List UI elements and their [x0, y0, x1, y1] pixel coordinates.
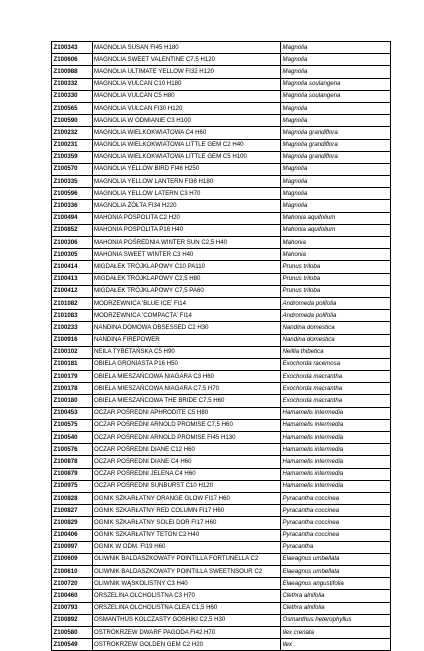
product-code-cell: Z100460: [52, 590, 93, 602]
latin-name-cell: Ilex crenata: [281, 627, 391, 639]
latin-name-cell: Elaeagnus umbellata: [281, 566, 391, 578]
product-name-cell: MAGNOLIA ULTIMATE YELLOW FI32 H120: [92, 66, 281, 78]
product-name-cell: OBIELA GRONIASTA P16 H50: [92, 358, 281, 370]
table-row: [52, 334, 391, 346]
product-name-cell: OCZAR POŚREDNI ARNOLD PROMISE FI45 H130: [92, 432, 281, 444]
latin-name-cell: Hamamelis intermedia: [281, 468, 391, 480]
product-code-cell: Z100606: [52, 54, 93, 66]
table-row: [52, 237, 391, 249]
product-code-cell: Z100852: [52, 224, 93, 236]
product-name-cell: MIGDAŁEK TRÓJKLAPOWY C7,5 PA60: [92, 285, 281, 297]
product-name-cell: OGNIK SZKARŁATNY TETON C2 H40: [92, 529, 281, 541]
product-code-cell: Z100233: [52, 322, 93, 334]
latin-name-cell: Mahonia: [281, 249, 391, 261]
table-row: [52, 432, 391, 444]
product-code-cell: Z100306: [52, 237, 93, 249]
product-name-cell: OBIELA MIESZAŃCOWA THE BRIDE C7,5 H60: [92, 395, 281, 407]
table-row: [52, 627, 391, 639]
product-code-cell: Z100892: [52, 614, 93, 626]
table-row: [52, 346, 391, 358]
product-code-cell: Z100609: [52, 553, 93, 565]
table-row: [52, 383, 391, 395]
product-name-cell: MAGNOLIA W ODMIANIE C3 H100: [92, 115, 281, 127]
table-row: [52, 115, 391, 127]
latin-name-cell: Hamamelis intermedia: [281, 480, 391, 492]
table-row: [52, 566, 391, 578]
product-name-cell: OCZAR POŚREDNI DIANE C4 H60: [92, 456, 281, 468]
latin-name-cell: Magnolia: [281, 188, 391, 200]
product-code-cell: Z100988: [52, 66, 93, 78]
table-row: [52, 66, 391, 78]
latin-name-cell: Hamamelis intermedia: [281, 407, 391, 419]
product-code-cell: Z100565: [52, 102, 93, 114]
latin-name-cell: Elaeagnus umbellata: [281, 553, 391, 565]
latin-name-cell: Neillia thibetica: [281, 346, 391, 358]
product-name-cell: ORSZELINA OLCHOLISTNA CLEA C1,5 H60: [92, 602, 281, 614]
latin-name-cell: Pyracantha: [281, 541, 391, 553]
product-code-cell: Z100916: [52, 334, 93, 346]
product-name-cell: MAGNOLIA WIELKOKWIATOWA C4 H60: [92, 127, 281, 139]
product-name-cell: MIGDAŁEK TRÓJKLAPOWY C2,5 H80: [92, 273, 281, 285]
product-code-cell: Z100181: [52, 358, 93, 370]
product-name-cell: MAGNOLIA SUSAN FI45 H180: [92, 42, 281, 54]
latin-name-cell: Ilex: [281, 639, 391, 651]
product-name-cell: OCZAR POŚREDNI SUNBURST C10 H120: [92, 480, 281, 492]
table-row: [52, 358, 391, 370]
product-code-cell: Z100305: [52, 249, 93, 261]
product-code-cell: Z100793: [52, 602, 93, 614]
product-name-cell: MAGNOLIA YELLOW LANTERN FI36 H180: [92, 176, 281, 188]
latin-name-cell: Pyracantha coccinea: [281, 517, 391, 529]
product-name-cell: OGNIK SZKARŁATNY ORANGE GLOW FI17 H60: [92, 492, 281, 504]
product-code-cell: Z100827: [52, 505, 93, 517]
latin-name-cell: Elaeagnus angustifolia: [281, 578, 391, 590]
latin-name-cell: Clethra alnifolia: [281, 590, 391, 602]
latin-name-cell: Osmanthus heterophyllus: [281, 614, 391, 626]
latin-name-cell: Prunus triloba: [281, 273, 391, 285]
product-name-cell: MAGNOLIA WIELKOKWIATOWA LITTLE GEM C2 H40: [92, 139, 281, 151]
product-name-cell: OSMANTHUS KOLCZASTY GOSHIKI C2,5 H30: [92, 614, 281, 626]
table-row: [52, 188, 391, 200]
latin-name-cell: Hamamelis intermedia: [281, 419, 391, 431]
product-code-cell: Z100453: [52, 407, 93, 419]
product-code-cell: Z100406: [52, 529, 93, 541]
latin-name-cell: Exochorda macrantha: [281, 395, 391, 407]
latin-name-cell: Nandina domestica: [281, 322, 391, 334]
table-row: [52, 139, 391, 151]
table-row: [52, 102, 391, 114]
table-row: [52, 176, 391, 188]
product-code-cell: Z100231: [52, 139, 93, 151]
product-name-cell: MAHONIA SWEET WINTER C3 H40: [92, 249, 281, 261]
latin-name-cell: Magnolia soulangena: [281, 78, 391, 90]
document-page: [51, 41, 391, 651]
product-code-cell: Z100180: [52, 395, 93, 407]
table-row: [52, 505, 391, 517]
latin-name-cell: Magnolia soulangena: [281, 90, 391, 102]
table-row: [52, 407, 391, 419]
product-code-cell: Z100879: [52, 468, 93, 480]
product-name-cell: ORSZELINA OLCHOLISTNA C3 H70: [92, 590, 281, 602]
product-code-cell: Z100343: [52, 42, 93, 54]
latin-name-cell: Magnolia: [281, 163, 391, 175]
table-row: [52, 529, 391, 541]
product-name-cell: OCZAR POŚREDNI DIANE C12 H60: [92, 444, 281, 456]
product-code-cell: Z100590: [52, 115, 93, 127]
table-row: [52, 614, 391, 626]
table-row: [52, 163, 391, 175]
product-code-cell: Z100102: [52, 346, 93, 358]
table-row: [52, 249, 391, 261]
product-name-cell: OSTROKRZEW DWARF PAGODA FI42 H70: [92, 627, 281, 639]
product-code-cell: Z100179: [52, 371, 93, 383]
product-code-cell: Z100412: [52, 285, 93, 297]
table-row: [52, 639, 391, 651]
product-name-cell: NEILA TYBETAŃSKA C5 H90: [92, 346, 281, 358]
product-code-cell: Z100178: [52, 383, 93, 395]
product-name-cell: OLIWNIK BALDASZKOWATY POINTILLA SWEETNSOUR C2: [92, 566, 281, 578]
latin-name-cell: Exochorda racemosa: [281, 358, 391, 370]
product-code-cell: Z100570: [52, 163, 93, 175]
table-row: [52, 90, 391, 102]
latin-name-cell: Hamamelis intermedia: [281, 456, 391, 468]
table-row: [52, 468, 391, 480]
product-code-cell: Z100975: [52, 480, 93, 492]
product-name-cell: MODRZEWNICA 'COMPACTA' FI14: [92, 310, 281, 322]
latin-name-cell: Hamamelis intermedia: [281, 432, 391, 444]
latin-name-cell: Magnolia: [281, 115, 391, 127]
product-name-cell: OCZAR POŚREDNI JELENA C4 H60: [92, 468, 281, 480]
plant-table-body: [52, 42, 391, 651]
product-name-cell: OGNIK SZKARŁATNY RED COLUMN FI17 H60: [92, 505, 281, 517]
product-code-cell: Z100610: [52, 566, 93, 578]
latin-name-cell: Prunus triloba: [281, 261, 391, 273]
table-row: [52, 285, 391, 297]
table-row: [52, 444, 391, 456]
table-row: [52, 322, 391, 334]
latin-name-cell: Magnolia grandiflora: [281, 151, 391, 163]
latin-name-cell: Hamamelis intermedia: [281, 444, 391, 456]
latin-name-cell: Mahonia: [281, 237, 391, 249]
table-row: [52, 480, 391, 492]
latin-name-cell: Magnolia: [281, 42, 391, 54]
table-row: [52, 273, 391, 285]
product-code-cell: Z100596: [52, 188, 93, 200]
latin-name-cell: Pyracantha coccinea: [281, 505, 391, 517]
product-code-cell: Z100359: [52, 151, 93, 163]
latin-name-cell: Magnolia: [281, 176, 391, 188]
latin-name-cell: Magnolia grandiflora: [281, 139, 391, 151]
latin-name-cell: Prunus triloba: [281, 285, 391, 297]
latin-name-cell: Nandina domestica: [281, 334, 391, 346]
product-code-cell: Z100829: [52, 517, 93, 529]
latin-name-cell: Andromeda polifolia: [281, 310, 391, 322]
product-name-cell: MAGNOLIA YELLOW LATERN C3 H70: [92, 188, 281, 200]
latin-name-cell: Exochorda macrantha: [281, 371, 391, 383]
table-row: [52, 602, 391, 614]
product-name-cell: OLIWNIK WĄSKOLISTNY C3 H40: [92, 578, 281, 590]
product-name-cell: OBIELA MIESZAŃCOWA NIAGARA C7,5 H70: [92, 383, 281, 395]
latin-name-cell: Magnolia: [281, 102, 391, 114]
product-name-cell: OCZAR POŚREDNI ARNOLD PROMISE C7,5 H60: [92, 419, 281, 431]
product-name-cell: NANDINA FIREPOWER: [92, 334, 281, 346]
product-code-cell: Z101082: [52, 297, 93, 309]
product-code-cell: Z100878: [52, 456, 93, 468]
product-code-cell: Z101083: [52, 310, 93, 322]
product-name-cell: MAGNOLIA WIELKOKWIATOWA LITTLE GEM C5 H100: [92, 151, 281, 163]
product-code-cell: Z100330: [52, 90, 93, 102]
product-code-cell: Z100997: [52, 541, 93, 553]
product-name-cell: OLIWNIK BALDASZKOWATY POINTILLA FORTUNELLA C2: [92, 553, 281, 565]
product-name-cell: MAHONIA POSPOLITA P16 H40: [92, 224, 281, 236]
table-row: [52, 151, 391, 163]
product-name-cell: MIGDAŁEK TRÓJKLAPOWY C10 PA110: [92, 261, 281, 273]
product-code-cell: Z100576: [52, 444, 93, 456]
table-row: [52, 261, 391, 273]
product-code-cell: Z100332: [52, 78, 93, 90]
product-code-cell: Z100575: [52, 419, 93, 431]
latin-name-cell: Magnolia: [281, 54, 391, 66]
latin-name-cell: Magnolia grandiflora: [281, 127, 391, 139]
latin-name-cell: Magnolia: [281, 200, 391, 212]
table-row: [52, 297, 391, 309]
table-row: [52, 200, 391, 212]
product-code-cell: Z100414: [52, 261, 93, 273]
product-code-cell: Z100580: [52, 627, 93, 639]
table-row: [52, 541, 391, 553]
product-name-cell: MODRZEWNICA 'BLUE ICE' FI14: [92, 297, 281, 309]
latin-name-cell: Pyracantha coccinea: [281, 529, 391, 541]
latin-name-cell: Andromeda polifolia: [281, 297, 391, 309]
table-row: [52, 517, 391, 529]
table-row: [52, 212, 391, 224]
product-name-cell: OSTROKRZEW GOLDEN GEM C2 H20: [92, 639, 281, 651]
table-row: [52, 492, 391, 504]
product-name-cell: OGNIK W ODM. FI19 H60: [92, 541, 281, 553]
table-row: [52, 395, 391, 407]
product-name-cell: MAGNOLIA YELLOW BIRD FI46 H250: [92, 163, 281, 175]
table-row: [52, 419, 391, 431]
product-name-cell: OCZAR POŚREDNI APHRODITE C5 H80: [92, 407, 281, 419]
product-name-cell: MAHONIA POŚREDNIA WINTER SUN C2,5 H40: [92, 237, 281, 249]
product-name-cell: MAGNOLIA VULCAN C5 H80: [92, 90, 281, 102]
latin-name-cell: Magnolia: [281, 66, 391, 78]
product-name-cell: MAGNOLIA SWEET VALENTINE C7,5 H120: [92, 54, 281, 66]
table-row: [52, 553, 391, 565]
product-name-cell: OGNIK SZKARŁATNY SOLEI DOR FI17 H60: [92, 517, 281, 529]
product-name-cell: MAGNOLIA VULCAN FI30 H120: [92, 102, 281, 114]
product-name-cell: NANDINA DOMOWA OBSESSED C2 H30: [92, 322, 281, 334]
table-row: [52, 78, 391, 90]
table-row: [52, 42, 391, 54]
table-row: [52, 590, 391, 602]
latin-name-cell: Exochorda macrantha: [281, 383, 391, 395]
product-code-cell: Z100335: [52, 176, 93, 188]
table-row: [52, 224, 391, 236]
table-row: [52, 310, 391, 322]
product-name-cell: MAGNOLIA ŻÓŁTA FI34 H220: [92, 200, 281, 212]
latin-name-cell: Mahonia aquifolium: [281, 212, 391, 224]
latin-name-cell: Pyracantha coccinea: [281, 492, 391, 504]
product-code-cell: Z100540: [52, 432, 93, 444]
table-row: [52, 456, 391, 468]
table-row: [52, 371, 391, 383]
product-code-cell: Z100828: [52, 492, 93, 504]
product-name-cell: MAHONIA POSPOLITA C2 H20: [92, 212, 281, 224]
product-name-cell: OBIELA MIESZAŃCOWA NIAGARA C3 H60: [92, 371, 281, 383]
product-code-cell: Z100336: [52, 200, 93, 212]
plant-price-table: [51, 41, 391, 651]
latin-name-cell: Mahonia aquifolium: [281, 224, 391, 236]
product-code-cell: Z100720: [52, 578, 93, 590]
product-code-cell: Z100549: [52, 639, 93, 651]
table-row: [52, 54, 391, 66]
table-row: [52, 578, 391, 590]
product-code-cell: Z100494: [52, 212, 93, 224]
product-code-cell: Z100413: [52, 273, 93, 285]
product-code-cell: Z100232: [52, 127, 93, 139]
table-row: [52, 127, 391, 139]
latin-name-cell: Clethra alnifolia: [281, 602, 391, 614]
product-name-cell: MAGNOLIA VULCAN C10 H180: [92, 78, 281, 90]
